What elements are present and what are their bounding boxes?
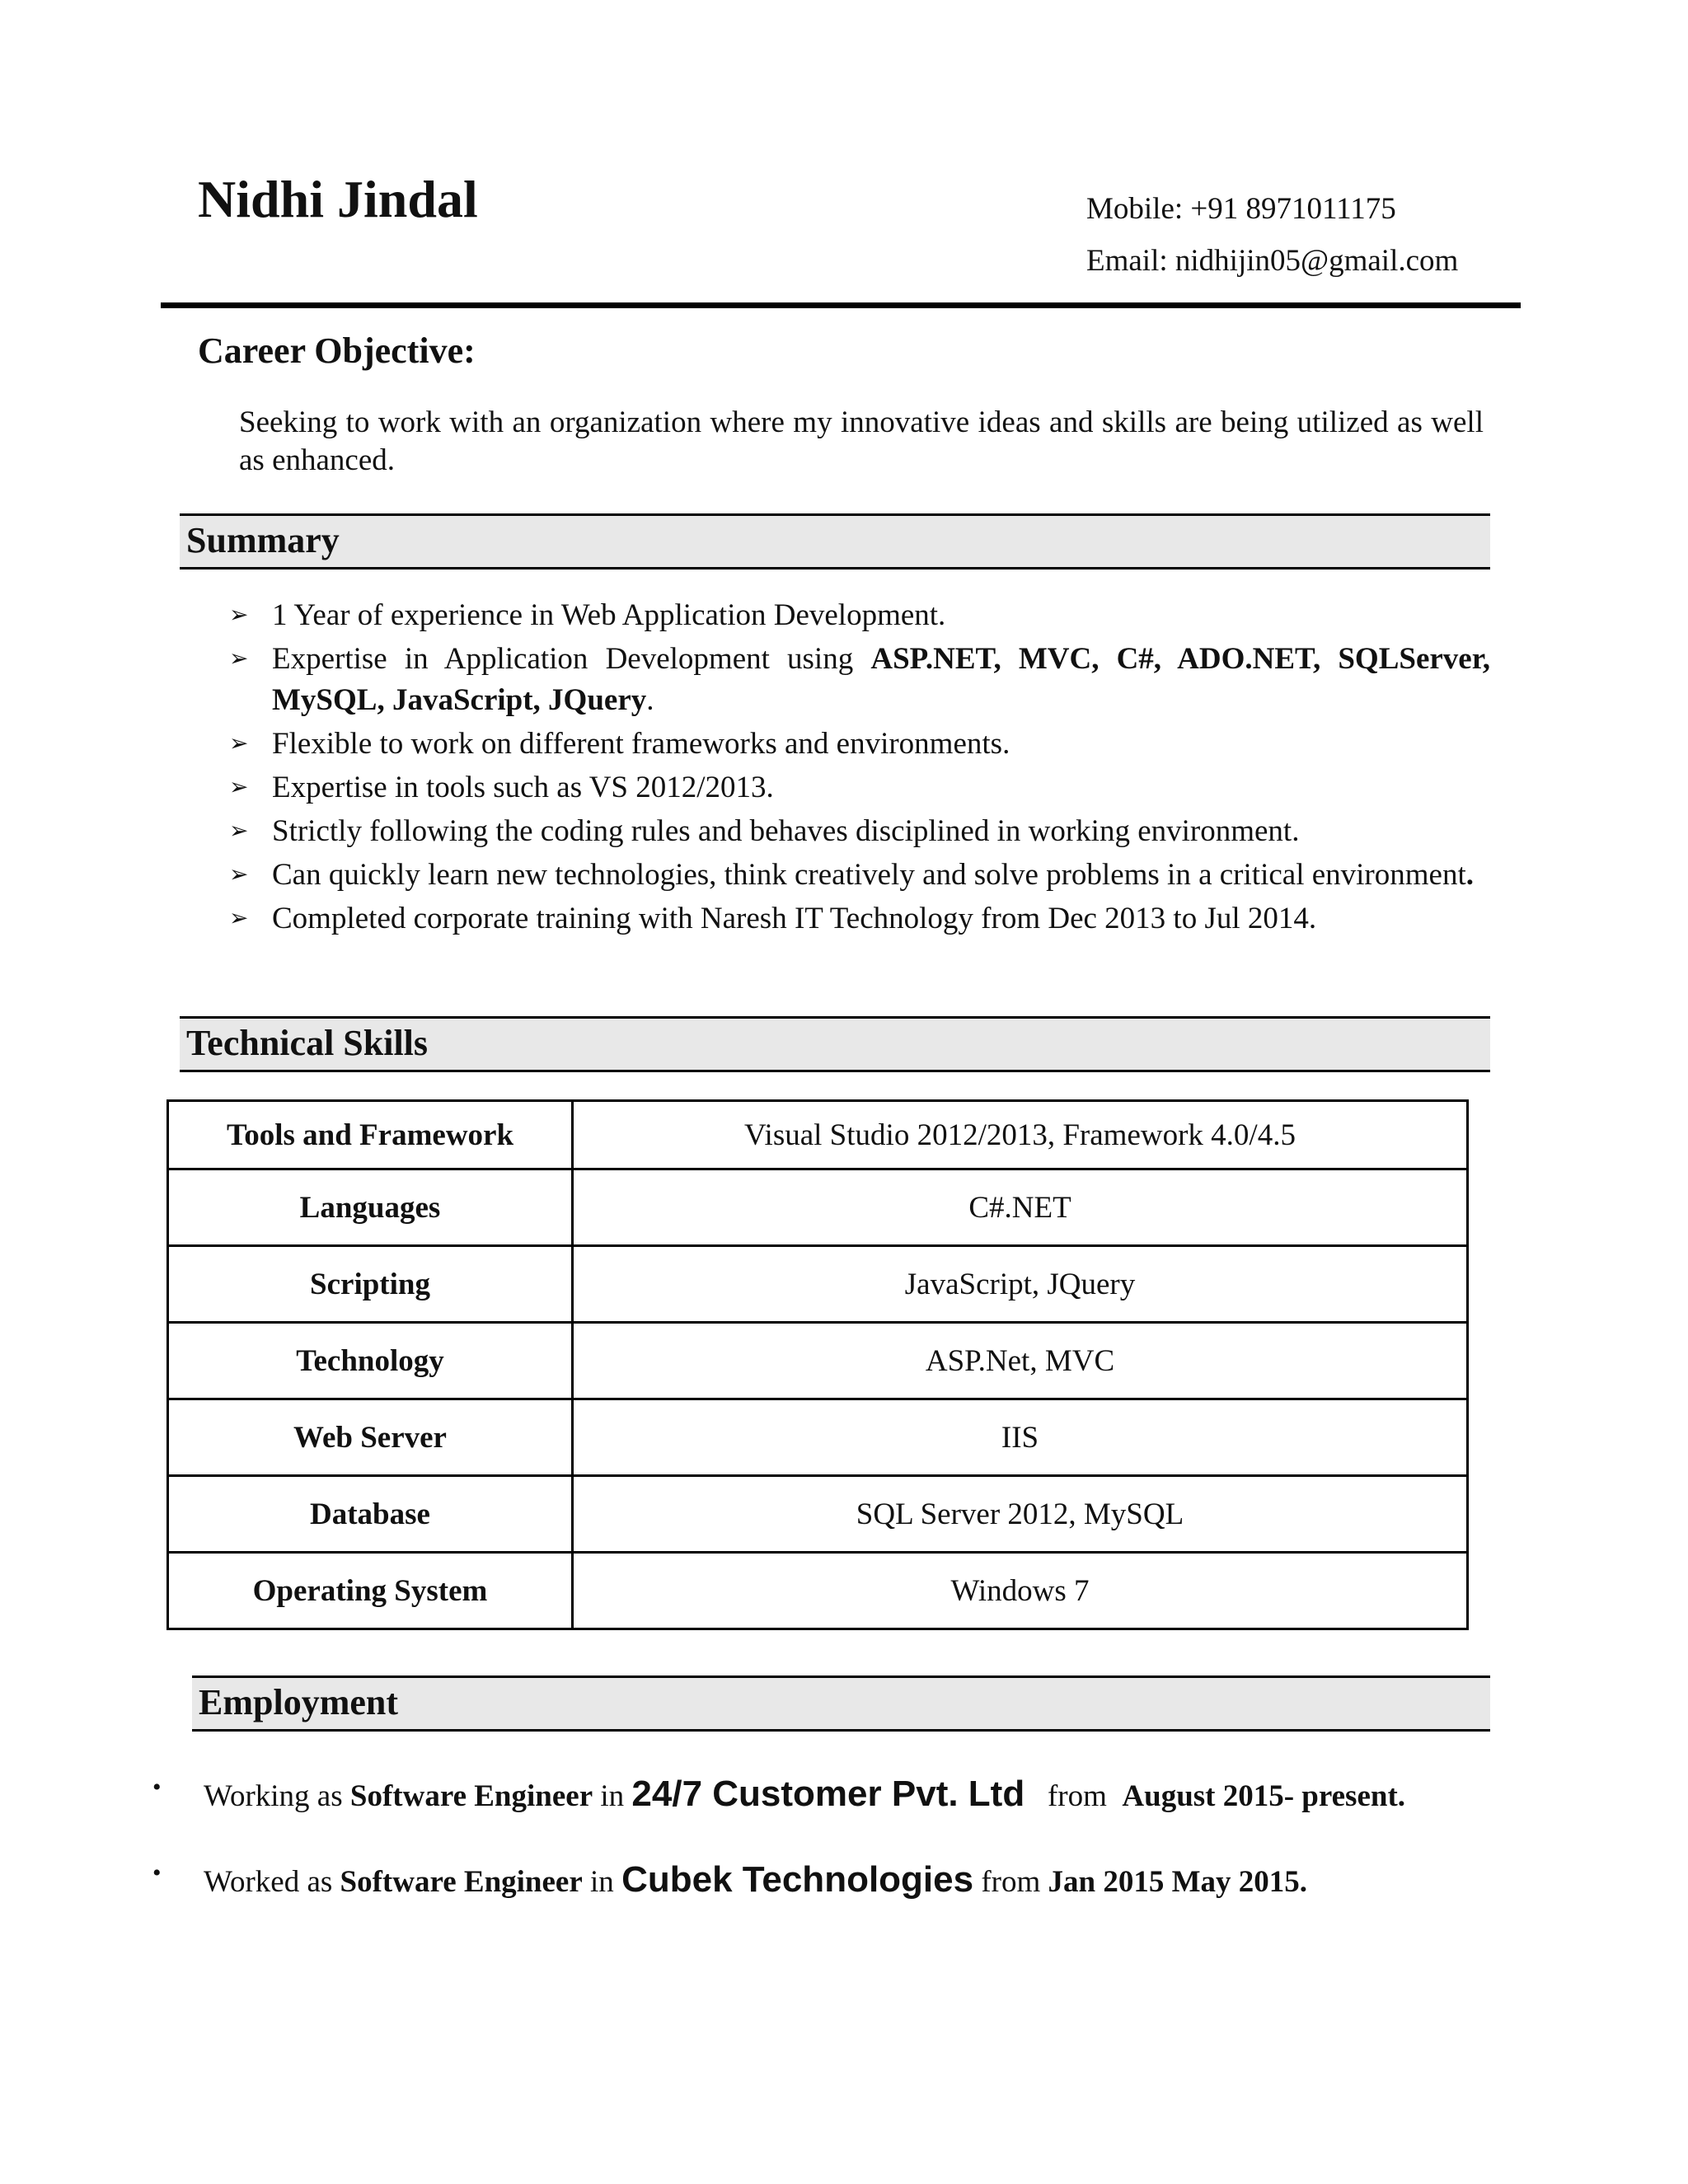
arrow-bullet-icon: ➢ bbox=[229, 775, 249, 800]
table-row bbox=[168, 1101, 1468, 1169]
header-divider bbox=[161, 302, 1521, 308]
skill-value: C#.NET bbox=[573, 1169, 1468, 1246]
job-period: Jan 2015 May 2015. bbox=[1048, 1865, 1308, 1899]
job-role: Software Engineer bbox=[340, 1865, 583, 1899]
employment-heading-band bbox=[192, 1675, 1490, 1732]
arrow-bullet-icon: ➢ bbox=[229, 646, 249, 672]
skill-label: Technology bbox=[168, 1323, 573, 1399]
technical-skills-heading: Technical Skills bbox=[186, 1023, 429, 1063]
skill-label: Web Server bbox=[168, 1399, 573, 1476]
arrow-bullet-icon: ➢ bbox=[229, 906, 249, 931]
arrow-bullet-icon: ➢ bbox=[229, 602, 249, 628]
skill-label: Tools and Framework bbox=[168, 1101, 573, 1169]
company-name: 24/7 Customer Pvt. Ltd bbox=[631, 1774, 1025, 1814]
candidate-name: Nidhi Jindal bbox=[198, 170, 478, 228]
summary-list bbox=[229, 595, 1490, 942]
job-period: August 2015- present. bbox=[1122, 1779, 1406, 1813]
arrow-bullet-icon: ➢ bbox=[229, 818, 249, 844]
list-item: ➢ Expertise in tools such as VS 2012/2013. bbox=[229, 767, 1490, 808]
skill-value: Windows 7 bbox=[573, 1553, 1468, 1629]
skill-value: SQL Server 2012, MySQL bbox=[573, 1476, 1468, 1553]
skill-label: Operating System bbox=[168, 1553, 573, 1629]
bullet-icon: • bbox=[152, 1859, 162, 1886]
technical-skills-heading-band bbox=[180, 1016, 1490, 1072]
list-item: ➢ Completed corporate training with Naresh IT Technology from Dec 2013 to Jul 2014. bbox=[229, 898, 1490, 940]
tech-list: ASP.NET, MVC, C#, ADO.NET, SQLServer, MySQL, JavaScript, JQuery bbox=[272, 642, 1490, 717]
skill-value: JavaScript, JQuery bbox=[573, 1246, 1468, 1323]
list-item: ➢ Flexible to work on different frameworks and environments. bbox=[229, 724, 1490, 765]
technical-skills-table bbox=[166, 1099, 1469, 1630]
employment-text: Working as Software Engineer in 24/7 Customer Pvt. Ltd from August 2015- present. bbox=[204, 1774, 1406, 1814]
career-objective-heading: Career Objective: bbox=[198, 330, 476, 371]
table-row bbox=[168, 1323, 1468, 1399]
summary-heading-band bbox=[180, 513, 1490, 569]
skill-value: ASP.Net, MVC bbox=[573, 1323, 1468, 1399]
employment-heading: Employment bbox=[199, 1682, 398, 1722]
email-address: Email: nidhijin05@gmail.com bbox=[1086, 244, 1459, 278]
list-item: ➢ Expertise in Application Development using ASP.NET, MVC, C#, ADO.NET, SQLServer, MySQL, JavaScript, JQuery. bbox=[229, 639, 1490, 721]
list-item: ➢ 1 Year of experience in Web Application Development. bbox=[229, 595, 1490, 636]
list-item: ➢ Can quickly learn new technologies, think creatively and solve problems in a critical environment. bbox=[229, 855, 1490, 896]
mobile-number: Mobile: +91 8971011175 bbox=[1086, 192, 1396, 226]
table-row bbox=[168, 1476, 1468, 1553]
skill-value: IIS bbox=[573, 1399, 1468, 1476]
company-name: Cubek Technologies bbox=[621, 1859, 974, 1900]
table-row bbox=[168, 1553, 1468, 1629]
employment-text: Worked as Software Engineer in Cubek Technologies from Jan 2015 May 2015. bbox=[204, 1859, 1308, 1900]
arrow-bullet-icon: ➢ bbox=[229, 862, 249, 888]
bullet-icon: • bbox=[152, 1774, 162, 1801]
skill-label: Languages bbox=[168, 1169, 573, 1246]
job-role: Software Engineer bbox=[349, 1779, 593, 1813]
skill-label: Database bbox=[168, 1476, 573, 1553]
summary-heading: Summary bbox=[186, 520, 340, 560]
skill-value: Visual Studio 2012/2013, Framework 4.0/4.5 bbox=[573, 1101, 1468, 1169]
list-item: ➢ Strictly following the coding rules and behaves disciplined in working environment. bbox=[229, 811, 1490, 852]
skill-label: Scripting bbox=[168, 1246, 573, 1323]
career-objective-text: Seeking to work with an organization where my innovative ideas and skills are being utilized as well as enhanced. bbox=[239, 405, 1484, 477]
arrow-bullet-icon: ➢ bbox=[229, 731, 249, 757]
table-row bbox=[168, 1399, 1468, 1476]
table-row bbox=[168, 1246, 1468, 1323]
table-row bbox=[168, 1169, 1468, 1246]
